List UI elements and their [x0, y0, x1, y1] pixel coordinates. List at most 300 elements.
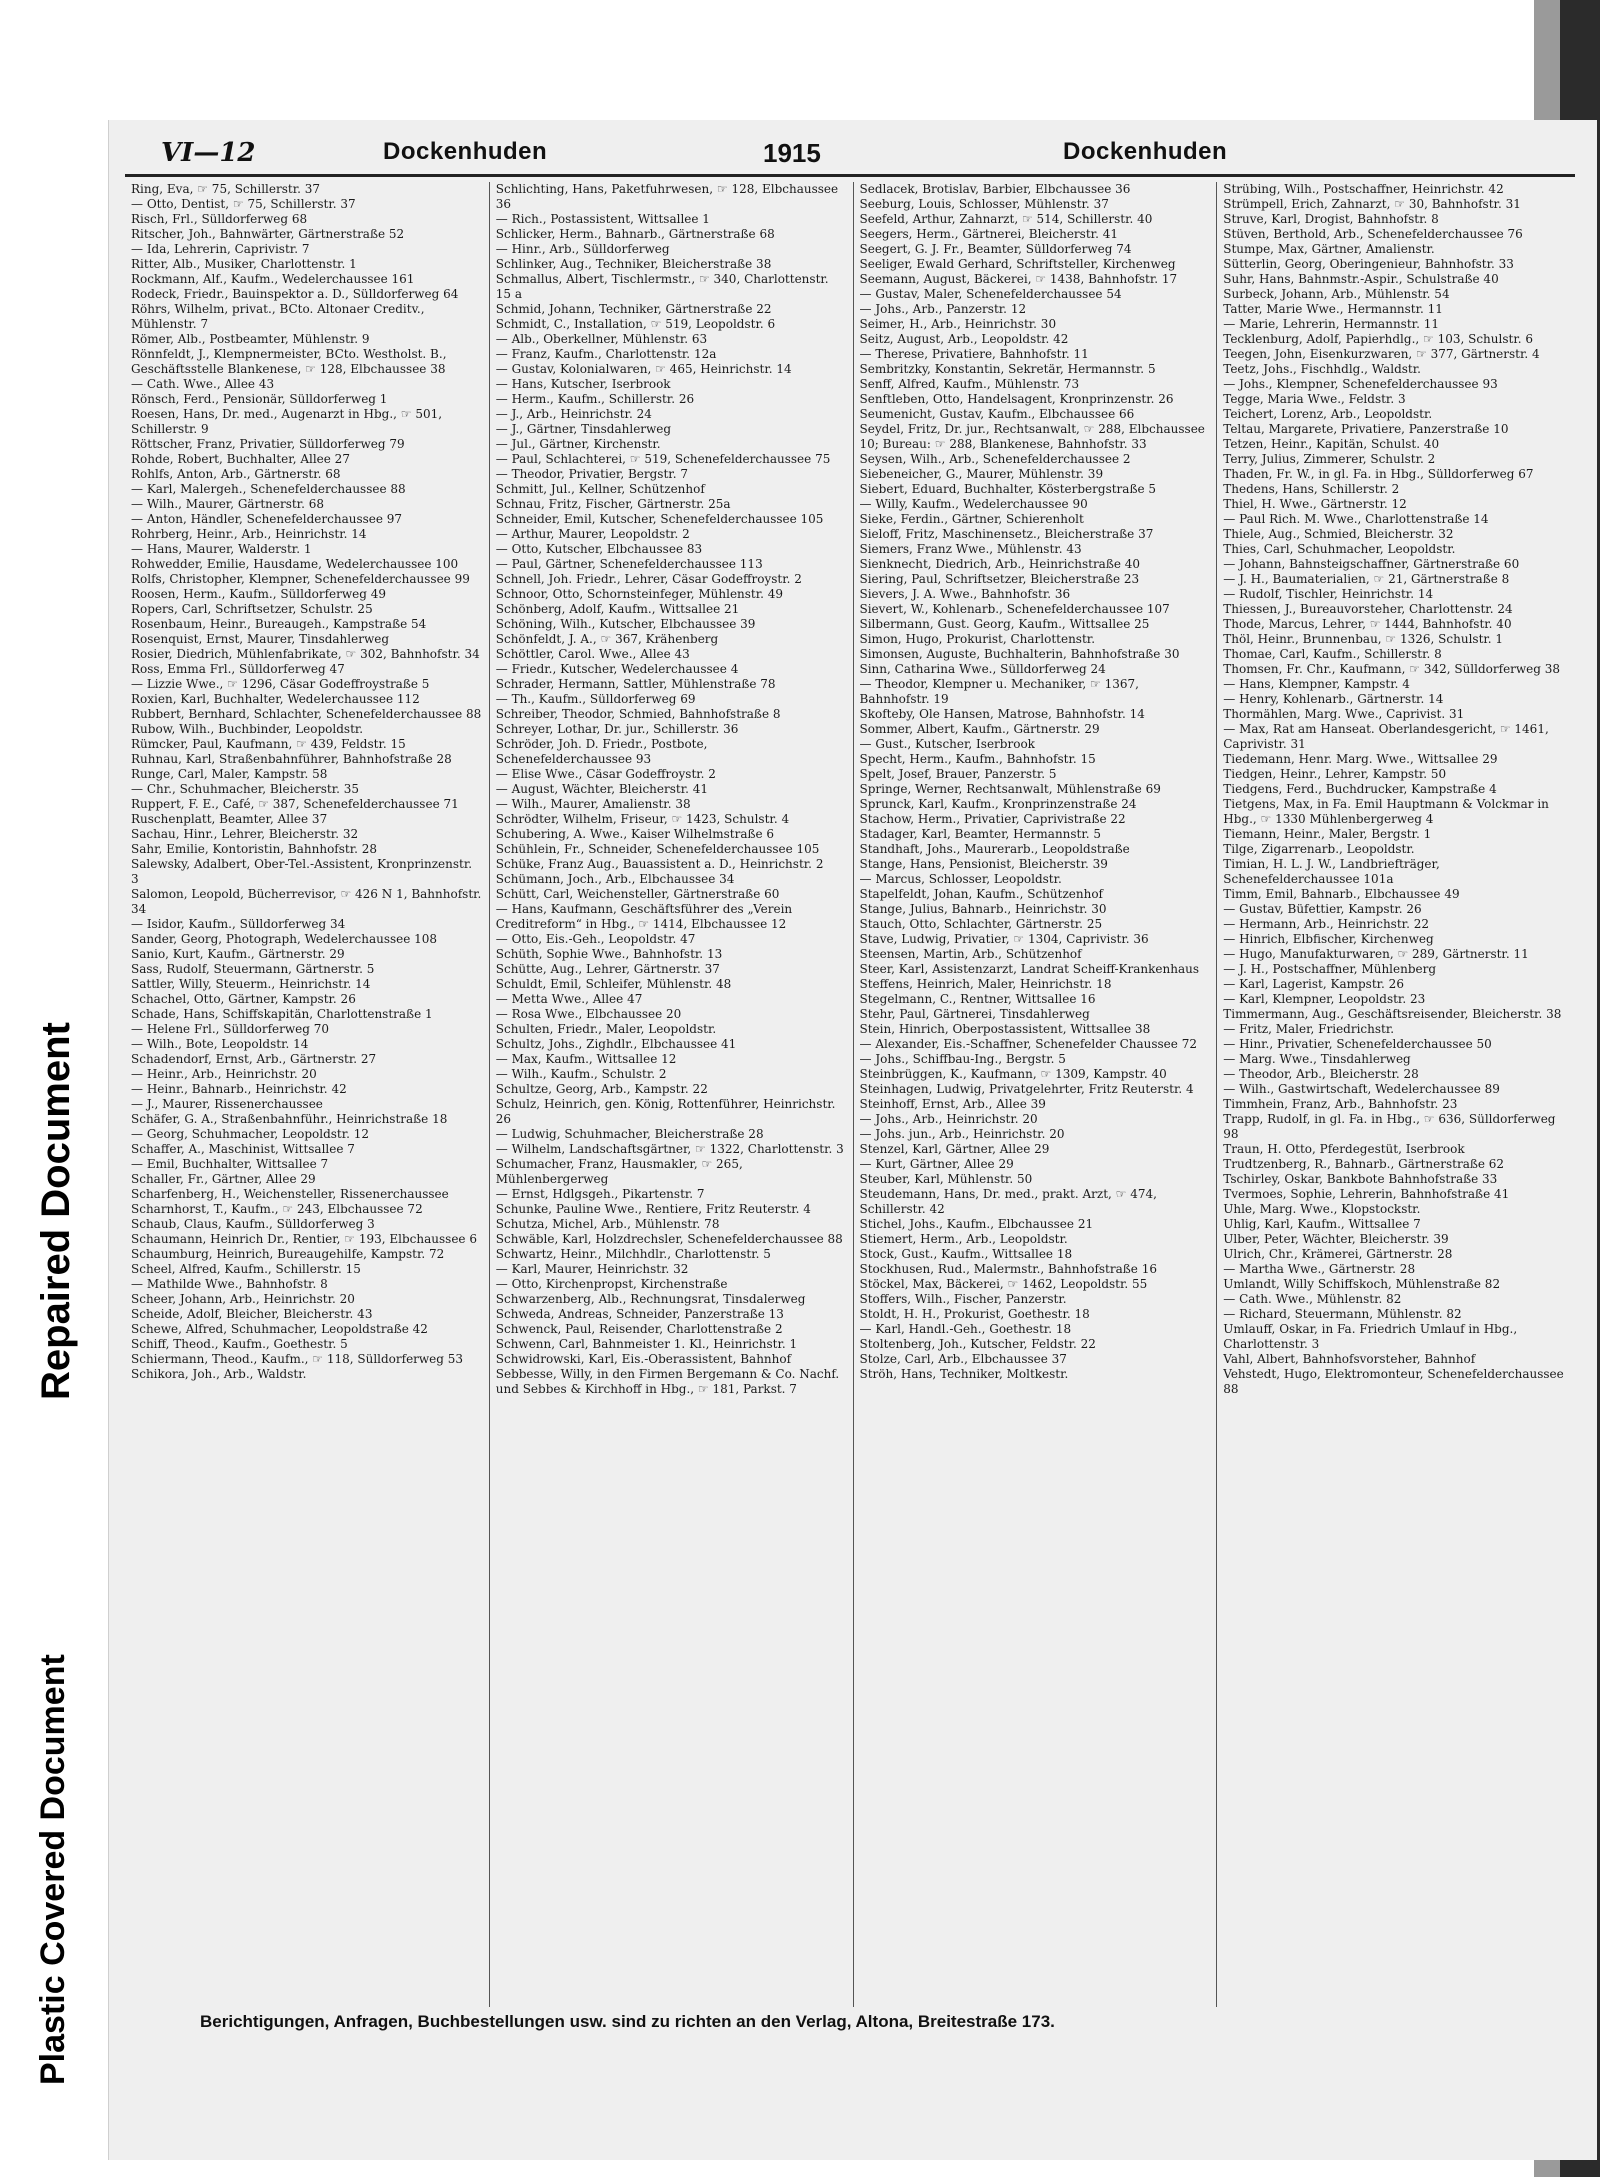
directory-entry: — Metta Wwe., Allee 47	[495, 992, 643, 1006]
directory-entry: Thedens, Hans, Schillerstr. 2	[1223, 482, 1400, 496]
directory-entry: Seysen, Wilh., Arb., Schenefelderchaussee 2	[859, 452, 1131, 466]
directory-entry: — J., Maurer, Rissenerchaussee	[131, 1097, 323, 1111]
directory-entry: — J., Gärtner, Tinsdahlerweg	[495, 422, 672, 436]
directory-entry: Stoffers, Wilh., Fischer, Panzerstr.	[859, 1292, 1067, 1306]
directory-entry: Tietgens, Max, in Fa. Emil Hauptmann & Volckmar in Hbg., ☞ 1330 Mühlenbergerweg 4	[1223, 797, 1549, 826]
directory-entry: Schweda, Andreas, Schneider, Panzerstraße 13	[495, 1307, 784, 1321]
directory-entry: Teetz, Johs., Fischhdlg., Waldstr.	[1223, 362, 1421, 376]
directory-entry: Springe, Werner, Rechtsanwalt, Mühlenstraße 69	[859, 782, 1161, 796]
directory-entry: — Paul Rich. M. Wwe., Charlottenstraße 14	[1223, 512, 1489, 526]
directory-entry: Tiemann, Heinr., Maler, Bergstr. 1	[1223, 827, 1432, 841]
directory-entry: — Elise Wwe., Cäsar Godeffroystr. 2	[495, 767, 716, 781]
directory-entry: Schreyer, Lothar, Dr. jur., Schillerstr. 36	[495, 722, 739, 736]
page-number: VI—12	[161, 138, 256, 168]
directory-entry: Standhaft, Johs., Maurerarb., Leopoldstraße	[859, 842, 1130, 856]
directory-entry: — Hinr., Privatier, Schenefelderchaussee 50	[1223, 1037, 1492, 1051]
header-town-right: Dockenhuden	[1063, 138, 1228, 165]
directory-entry: — Johs. jun., Arb., Heinrichstr. 20	[859, 1127, 1065, 1141]
directory-entry: Steffens, Heinrich, Maler, Heinrichstr. 18	[859, 977, 1112, 991]
side-labels	[0, 860, 78, 2090]
directory-entry: — Gust., Kutscher, Iserbrook	[859, 737, 1035, 751]
directory-entry: Ulber, Peter, Wächter, Bleicherstr. 39	[1223, 1232, 1449, 1246]
directory-entry: Tiedemann, Henr. Marg. Wwe., Wittsallee 29	[1223, 752, 1498, 766]
directory-entry: — Otto, Eis.-Geh., Leopoldstr. 47	[495, 932, 696, 946]
directory-entry: Simon, Hugo, Prokurist, Charlottenstr.	[859, 632, 1096, 646]
directory-entry: Thiel, H. Wwe., Gärtnerstr. 12	[1223, 497, 1407, 511]
directory-entry: Stoltenberg, Joh., Kutscher, Feldstr. 22	[859, 1337, 1096, 1351]
directory-entry: — Cath. Wwe., Mühlenstr. 82	[1223, 1292, 1402, 1306]
directory-entry: Teichert, Lorenz, Arb., Leopoldstr.	[1223, 407, 1433, 421]
directory-entry: Sommer, Albert, Kaufm., Gärtnerstr. 29	[859, 722, 1100, 736]
directory-entry: Sieloff, Fritz, Maschinensetz., Bleicherstraße 37	[859, 527, 1154, 541]
directory-entry: Steinbrüggen, K., Kaufmann, ☞ 1309, Kampstr. 40	[859, 1067, 1167, 1081]
directory-entry: Tschirley, Oskar, Bankbote Bahnhofstraße 33	[1223, 1172, 1498, 1186]
directory-entry: Schnell, Joh. Friedr., Lehrer, Cäsar Godeffroystr. 2	[495, 572, 802, 586]
directory-entry: Schütt, Carl, Weichensteller, Gärtnerstraße 60	[495, 887, 780, 901]
directory-entry: — J. H., Postschaffner, Mühlenberg	[1223, 962, 1437, 976]
directory-entry: — Chr., Schuhmacher, Bleicherstr. 35	[131, 782, 360, 796]
directory-entry: Ruhnau, Karl, Straßenbahnführer, Bahnhofstraße 28	[131, 752, 452, 766]
directory-entry: Schütte, Aug., Lehrer, Gärtnerstr. 37	[495, 962, 720, 976]
directory-entry: Schreiber, Theodor, Schmied, Bahnhofstraße 8	[495, 707, 781, 721]
directory-entry: Scheel, Alfred, Kaufm., Schillerstr. 15	[131, 1262, 361, 1276]
directory-entry: Schiermann, Theod., Kaufm., ☞ 118, Sülldorferweg 53	[131, 1352, 464, 1366]
directory-entry: Thomsen, Fr. Chr., Kaufmann, ☞ 342, Sülldorferweg 38	[1223, 662, 1561, 676]
directory-entry: Schultz, Johs., Zighdlr., Elbchaussee 41	[495, 1037, 737, 1051]
directory-entry: Sebbesse, Willy, in den Firmen Bergemann & Co. Nachf. und Sebbes & Kirchhoff in Hbg., ☞ 181, Parkst. 7	[495, 1367, 840, 1396]
directory-entry: Roxien, Karl, Buchhalter, Wedelerchaussee 112	[131, 692, 420, 706]
directory-entry: — Karl, Handl.-Geh., Goethestr. 18	[859, 1322, 1072, 1336]
directory-entry: Stegelmann, C., Rentner, Wittsallee 16	[859, 992, 1096, 1006]
directory-column-4	[1216, 182, 1580, 2007]
directory-entry: Schrader, Hermann, Sattler, Mühlenstraße 78	[495, 677, 776, 691]
directory-entry: Tegge, Maria Wwe., Feldstr. 3	[1223, 392, 1406, 406]
directory-entry: Ritscher, Joh., Bahnwärter, Gärtnerstraße 52	[131, 227, 405, 241]
directory-entry: Schaumburg, Heinrich, Bureaugehilfe, Kampstr. 72	[131, 1247, 445, 1261]
directory-entry: Schwartz, Heinr., Milchhdlr., Charlottenstr. 5	[495, 1247, 771, 1261]
directory-entry: Schikora, Joh., Arb., Waldstr.	[131, 1367, 307, 1381]
directory-entry: — Karl, Maurer, Heinrichstr. 32	[495, 1262, 689, 1276]
directory-entry: Stange, Julius, Bahnarb., Heinrichstr. 30	[859, 902, 1107, 916]
directory-entry: Siebeneicher, G., Maurer, Mühlenstr. 39	[859, 467, 1104, 481]
directory-entry: Römer, Alb., Postbeamter, Mühlenstr. 9	[131, 332, 370, 346]
directory-entry: — Heinr., Bahnarb., Heinrichstr. 42	[131, 1082, 347, 1096]
directory-entry: Siemers, Franz Wwe., Mühlenstr. 43	[859, 542, 1082, 556]
directory-entry: Schöttler, Carol. Wwe., Allee 43	[495, 647, 690, 661]
directory-entry: — Friedr., Kutscher, Wedelerchaussee 4	[495, 662, 739, 676]
directory-entry: Stein, Hinrich, Oberpostassistent, Wittsallee 38	[859, 1022, 1151, 1036]
directory-entry: — Marg. Wwe., Tinsdahlerweg	[1223, 1052, 1411, 1066]
directory-entry: Seeburg, Louis, Schlosser, Mühlenstr. 37	[859, 197, 1109, 211]
directory-entry: Skofteby, Ole Hansen, Matrose, Bahnhofstr. 14	[859, 707, 1145, 721]
directory-entry: Rodeck, Friedr., Bauinspektor a. D., Sülldorferweg 64	[131, 287, 459, 301]
publisher-footer: Berichtigungen, Anfragen, Buchbestellungen usw. sind zu richten an den Verlag, Altona, Breitestraße 173.	[200, 2012, 1055, 2031]
directory-entry: — Hans, Klempner, Kampstr. 4	[1223, 677, 1410, 691]
directory-entry: — Gustav, Maler, Schenefelderchaussee 54	[859, 287, 1122, 301]
directory-entry: — Helene Frl., Sülldorferweg 70	[131, 1022, 329, 1036]
directory-entry: — Fritz, Maler, Friedrichstr.	[1223, 1022, 1395, 1036]
directory-entry: Spelt, Josef, Brauer, Panzerstr. 5	[859, 767, 1057, 781]
directory-column-1	[125, 182, 489, 2007]
directory-entry: Stumpe, Max, Gärtner, Amalienstr.	[1223, 242, 1435, 256]
directory-entry: Schnoor, Otto, Schornsteinfeger, Mühlenstr. 49	[495, 587, 784, 601]
directory-entry: Stenzel, Karl, Gärtner, Allee 29	[859, 1142, 1050, 1156]
directory-entry: Sedlacek, Brotislav, Barbier, Elbchaussee 36	[859, 182, 1131, 196]
directory-entry: — Georg, Schuhmacher, Leopoldstr. 12	[131, 1127, 370, 1141]
repaired-document-label: Repaired Document	[34, 1022, 78, 1400]
directory-entry: Schaub, Claus, Kaufm., Sülldorferweg 3	[131, 1217, 375, 1231]
directory-entry: Stichel, Johs., Kaufm., Elbchaussee 21	[859, 1217, 1094, 1231]
directory-entry: Schwidrowski, Karl, Eis.-Oberassistent, Bahnhof	[495, 1352, 792, 1366]
directory-entry: Ring, Eva, ☞ 75, Schillerstr. 37	[131, 182, 321, 196]
directory-entry: Steuber, Karl, Mühlenstr. 50	[859, 1172, 1033, 1186]
directory-entry: Rümcker, Paul, Kaufmann, ☞ 439, Feldstr. 15	[131, 737, 406, 751]
directory-entry: Terry, Julius, Zimmerer, Schulstr. 2	[1223, 452, 1436, 466]
directory-entry: Schewe, Alfred, Schuhmacher, Leopoldstraße 42	[131, 1322, 428, 1336]
directory-entry: Vehstedt, Hugo, Elektromonteur, Schenefelderchaussee 88	[1223, 1367, 1564, 1396]
directory-entry: Tetzen, Heinr., Kapitän, Schulst. 40	[1223, 437, 1440, 451]
directory-entry: — Wilh., Kaufm., Schulstr. 2	[495, 1067, 667, 1081]
directory-entry: — Theodor, Privatier, Bergstr. 7	[495, 467, 688, 481]
directory-entry: — Cath. Wwe., Allee 43	[131, 377, 275, 391]
directory-entry: Timmhein, Franz, Arb., Bahnhofstr. 23	[1223, 1097, 1458, 1111]
directory-entry: Sinn, Catharina Wwe., Sülldorferweg 24	[859, 662, 1106, 676]
directory-entry: Stolze, Carl, Arb., Elbchaussee 37	[859, 1352, 1067, 1366]
directory-entry: Specht, Herm., Kaufm., Bahnhofstr. 15	[859, 752, 1096, 766]
directory-entry: Röhrs, Wilhelm, privat., BCto. Altonaer Creditv., Mühlenstr. 7	[131, 302, 425, 331]
directory-entry: — Richard, Steuermann, Mühlenstr. 82	[1223, 1307, 1462, 1321]
directory-entry: Tecklenburg, Adolf, Papierhdlg., ☞ 103, Schulstr. 6	[1223, 332, 1534, 346]
directory-entry: — Johs., Klempner, Schenefelderchaussee 93	[1223, 377, 1498, 391]
directory-entry: Thode, Marcus, Lehrer, ☞ 1444, Bahnhofstr. 40	[1223, 617, 1512, 631]
directory-entry: — Franz, Kaufm., Charlottenstr. 12a	[495, 347, 717, 361]
directory-column-3	[853, 182, 1217, 2007]
directory-entry: Schneider, Emil, Kutscher, Schenefelderchaussee 105	[495, 512, 824, 526]
directory-entry: Schmitt, Jul., Kellner, Schützenhof	[495, 482, 705, 496]
directory-entry: — Rich., Postassistent, Wittsallee 1	[495, 212, 710, 226]
directory-entry: — Karl, Lagerist, Kampstr. 26	[1223, 977, 1404, 991]
directory-entry: — Alb., Oberkellner, Mühlenstr. 63	[495, 332, 708, 346]
header-year: 1915	[763, 138, 821, 168]
directory-entry: Struve, Karl, Drogist, Bahnhofstr. 8	[1223, 212, 1439, 226]
directory-entry: Ulrich, Chr., Krämerei, Gärtnerstr. 28	[1223, 1247, 1453, 1261]
directory-entry: — Hinr., Arb., Sülldorferweg	[495, 242, 670, 256]
directory-entry: Schöning, Wilh., Kutscher, Elbchaussee 39	[495, 617, 756, 631]
directory-entry: Schüth, Sophie Wwe., Bahnhofstr. 13	[495, 947, 723, 961]
directory-entry: Stehr, Paul, Gärtnerei, Tinsdahlerweg	[859, 1007, 1090, 1021]
directory-entry: Ropers, Carl, Schriftsetzer, Schulstr. 25	[131, 602, 373, 616]
directory-entry: — Johs., Arb., Panzerstr. 12	[859, 302, 1027, 316]
directory-entry: Steensen, Martin, Arb., Schützenhof	[859, 947, 1082, 961]
directory-entry: Thiele, Aug., Schmied, Bleicherstr. 32	[1223, 527, 1454, 541]
directory-entry: Stadager, Karl, Beamter, Hermannstr. 5	[859, 827, 1102, 841]
directory-entry: — Anton, Händler, Schenefelderchaussee 97	[131, 512, 403, 526]
directory-entry: Silbermann, Gust. Georg, Kaufm., Wittsallee 25	[859, 617, 1150, 631]
directory-entry: — Gustav, Kolonialwaren, ☞ 465, Heinrichstr. 14	[495, 362, 792, 376]
directory-entry: Senftleben, Otto, Handelsagent, Kronprinzenstr. 26	[859, 392, 1174, 406]
directory-entry: Sander, Georg, Photograph, Wedelerchaussee 108	[131, 932, 438, 946]
directory-entry: Sattler, Willy, Steuerm., Heinrichstr. 14	[131, 977, 371, 991]
directory-entry: — Hugo, Manufakturwaren, ☞ 289, Gärtnerstr. 11	[1223, 947, 1529, 961]
directory-entry: — Karl, Malergeh., Schenefelderchaussee 88	[131, 482, 406, 496]
directory-entry: Teegen, John, Eisenkurzwaren, ☞ 377, Gärtnerstr. 4	[1223, 347, 1540, 361]
directory-entry: Rönsch, Ferd., Pensionär, Sülldorferweg 1	[131, 392, 388, 406]
directory-entry: Tiedgens, Ferd., Buchdrucker, Kampstraße 4	[1223, 782, 1497, 796]
directory-entry: Sachau, Hinr., Lehrer, Bleicherstr. 32	[131, 827, 359, 841]
directory-entry: Teltau, Margarete, Privatiere, Panzerstraße 10	[1223, 422, 1509, 436]
directory-entry: — Arthur, Maurer, Leopoldstr. 2	[495, 527, 690, 541]
directory-entry: Stock, Gust., Kaufm., Wittsallee 18	[859, 1247, 1073, 1261]
directory-entry: Stüven, Berthold, Arb., Schenefelderchaussee 76	[1223, 227, 1523, 241]
directory-entry: — Marcus, Schlosser, Leopoldstr.	[859, 872, 1062, 886]
directory-entry: — Hans, Kaufmann, Geschäftsführer des „Verein Creditreform“ in Hbg., ☞ 1414, Elbchaussee 12	[495, 902, 793, 931]
directory-entry: — Paul, Gärtner, Schenefelderchaussee 113	[495, 557, 763, 571]
directory-entry: Scharnhorst, T., Kaufm., ☞ 243, Elbchaussee 72	[131, 1202, 423, 1216]
directory-entry: Runge, Carl, Maler, Kampstr. 58	[131, 767, 328, 781]
directory-entry: Uhle, Marg. Wwe., Klopstockstr.	[1223, 1202, 1421, 1216]
directory-entry: Stoldt, H. H., Prokurist, Goethestr. 18	[859, 1307, 1090, 1321]
directory-entry: Timmermann, Aug., Geschäftsreisender, Bleicherstr. 38	[1223, 1007, 1562, 1021]
directory-entry: Schröder, Joh. D. Friedr., Postbote, Schenefelderchaussee 93	[495, 737, 708, 766]
directory-entry: Thies, Carl, Schuhmacher, Leopoldstr.	[1223, 542, 1456, 556]
directory-entry: — Hans, Maurer, Walderstr. 1	[131, 542, 312, 556]
directory-entry: — Hinrich, Elbfischer, Kirchenweg	[1223, 932, 1434, 946]
directory-entry: — Otto, Dentist, ☞ 75, Schillerstr. 37	[131, 197, 356, 211]
directory-entry: Sanio, Kurt, Kaufm., Gärtnerstr. 29	[131, 947, 345, 961]
directory-entry: Steudemann, Hans, Dr. med., prakt. Arzt, ☞ 474, Schillerstr. 42	[859, 1187, 1157, 1216]
directory-entry: — Herm., Kaufm., Schillerstr. 26	[495, 392, 695, 406]
directory-entry: Rubbert, Bernhard, Schlachter, Schenefelderchaussee 88	[131, 707, 482, 721]
directory-entry: Stave, Ludwig, Privatier, ☞ 1304, Caprivistr. 36	[859, 932, 1149, 946]
directory-entry: Schmallus, Albert, Tischlermstr., ☞ 340, Charlottenstr. 15 a	[495, 272, 829, 301]
directory-entry: Rubow, Wilh., Buchbinder, Leopoldstr.	[131, 722, 364, 736]
directory-entry: Sieke, Ferdin., Gärtner, Schierenholt	[859, 512, 1084, 526]
directory-entry: Schadendorf, Ernst, Arb., Gärtnerstr. 27	[131, 1052, 377, 1066]
directory-entry: Vahl, Albert, Bahnhofsvorsteher, Bahnhof	[1223, 1352, 1476, 1366]
directory-entry: Ströh, Hans, Techniker, Moltkestr.	[859, 1367, 1069, 1381]
directory-entry: Salewsky, Adalbert, Ober-Tel.-Assistent, Kronprinzenstr. 3	[131, 857, 473, 886]
directory-entry: — Henry, Kohlenarb., Gärtnerstr. 14	[1223, 692, 1444, 706]
directory-entry: — Kurt, Gärtner, Allee 29	[859, 1157, 1014, 1171]
directory-entry: Schulz, Heinrich, gen. König, Rottenführer, Heinrichstr. 26	[495, 1097, 836, 1126]
directory-entry: Schiff, Theod., Kaufm., Goethestr. 5	[131, 1337, 348, 1351]
directory-entry: — Martha Wwe., Gärtnerstr. 28	[1223, 1262, 1416, 1276]
directory-entry: Rolfs, Christopher, Klempner, Schenefelderchaussee 99	[131, 572, 470, 586]
header-rule	[125, 174, 1575, 177]
directory-entry: — Th., Kaufm., Sülldorferweg 69	[495, 692, 696, 706]
directory-entry: Schnau, Fritz, Fischer, Gärtnerstr. 25a	[495, 497, 731, 511]
directory-entry: Thaden, Fr. W., in gl. Fa. in Hbg., Sülldorferweg 67	[1223, 467, 1534, 481]
directory-columns	[125, 182, 1580, 2007]
directory-entry: Schmid, Johann, Techniker, Gärtnerstraße 22	[495, 302, 772, 316]
directory-entry: Roesen, Hans, Dr. med., Augenarzt in Hbg., ☞ 501, Schillerstr. 9	[131, 407, 443, 436]
directory-entry: — August, Wächter, Bleicherstr. 41	[495, 782, 709, 796]
directory-entry: Seydel, Fritz, Dr. jur., Rechtsanwalt, ☞ 288, Elbchaussee 10; Bureau: ☞ 288, Blankenese, Bahnhofstr. 33	[859, 422, 1205, 451]
directory-entry: Uhlig, Karl, Kaufm., Wittsallee 7	[1223, 1217, 1421, 1231]
directory-entry: Ross, Emma Frl., Sülldorferweg 47	[131, 662, 345, 676]
directory-entry: Seegers, Herm., Gärtnerei, Bleicherstr. 41	[859, 227, 1118, 241]
directory-entry: Rönnfeldt, J., Klempnermeister, BCto. Westholst. B., Geschäftsstelle Blankenese, ☞ 128, Elbchaussee 38	[131, 347, 447, 376]
directory-entry: — Max, Rat am Hanseat. Oberlandesgericht, ☞ 1461, Caprivistr. 31	[1223, 722, 1549, 751]
directory-entry: Stachow, Herm., Privatier, Caprivistraße 22	[859, 812, 1126, 826]
directory-entry: Salomon, Leopold, Bücherrevisor, ☞ 426 N 1, Bahnhofstr. 34	[131, 887, 482, 916]
directory-entry: Thöl, Heinr., Brunnenbau, ☞ 1326, Schulstr. 1	[1223, 632, 1504, 646]
directory-entry: — Otto, Kutscher, Elbchaussee 83	[495, 542, 703, 556]
directory-entry: Stöckel, Max, Bäckerei, ☞ 1462, Leopoldstr. 55	[859, 1277, 1148, 1291]
directory-entry: Schachel, Otto, Gärtner, Kampstr. 26	[131, 992, 356, 1006]
directory-entry: Ruschenplatt, Beamter, Allee 37	[131, 812, 328, 826]
directory-entry: Tvermoes, Sophie, Lehrerin, Bahnhofstraße 41	[1223, 1187, 1510, 1201]
directory-entry: Schaffer, A., Maschinist, Wittsallee 7	[131, 1142, 355, 1156]
directory-entry: — Ernst, Hdlgsgeh., Pikartenstr. 7	[495, 1187, 705, 1201]
directory-entry: Tatter, Marie Wwe., Hermannstr. 11	[1223, 302, 1443, 316]
directory-entry: Thormählen, Marg. Wwe., Caprivist. 31	[1223, 707, 1465, 721]
directory-entry: Umlandt, Willy Schiffskoch, Mühlenstraße 82	[1223, 1277, 1501, 1291]
directory-entry: — Johs., Arb., Heinrichstr. 20	[859, 1112, 1038, 1126]
directory-entry: Sütterlin, Georg, Oberingenieur, Bahnhofstr. 33	[1223, 257, 1514, 271]
directory-entry: Sass, Rudolf, Steuermann, Gärtnerstr. 5	[131, 962, 375, 976]
directory-entry: — Rudolf, Tischler, Heinrichstr. 14	[1223, 587, 1434, 601]
directory-entry: Schuldt, Emil, Schleifer, Mühlenstr. 48	[495, 977, 732, 991]
directory-column-2	[489, 182, 853, 2007]
directory-entry: Schutza, Michel, Arb., Mühlenstr. 78	[495, 1217, 720, 1231]
directory-entry: Siering, Paul, Schriftsetzer, Bleicherstraße 23	[859, 572, 1140, 586]
directory-entry: — Max, Kaufm., Wittsallee 12	[495, 1052, 677, 1066]
directory-entry: — Hans, Kutscher, Iserbrook	[495, 377, 671, 391]
directory-entry: Tilge, Zigarrenarb., Leopoldstr.	[1223, 842, 1415, 856]
plastic-covered-document-label: Plastic Covered Document	[34, 1654, 72, 2085]
directory-entry: Traun, H. Otto, Pferdegestüt, Iserbrook	[1223, 1142, 1465, 1156]
directory-entry: — Heinr., Arb., Heinrichstr. 20	[131, 1067, 317, 1081]
directory-entry: Stauch, Otto, Schlachter, Gärtnerstr. 25	[859, 917, 1103, 931]
directory-entry: — Emil, Buchhalter, Wittsallee 7	[131, 1157, 329, 1171]
directory-entry: Schönfeldt, J. A., ☞ 367, Krähenberg	[495, 632, 719, 646]
directory-entry: Rosenquist, Ernst, Maurer, Tinsdahlerweg	[131, 632, 390, 646]
directory-entry: Sievert, W., Kohlenarb., Schenefelderchaussee 107	[859, 602, 1170, 616]
directory-entry: Ruppert, F. E., Café, ☞ 387, Schenefelderchaussee 71	[131, 797, 459, 811]
directory-entry: Strübing, Wilh., Postschaffner, Heinrichstr. 42	[1223, 182, 1504, 196]
directory-entry: Schwarzenberg, Alb., Rechnungsrat, Tinsdalerweg	[495, 1292, 806, 1306]
page-header	[123, 138, 1583, 172]
directory-entry: Seeliger, Ewald Gerhard, Schriftsteller, Kirchenweg	[859, 257, 1176, 271]
directory-entry: Schrödter, Wilhelm, Friseur, ☞ 1423, Schulstr. 4	[495, 812, 790, 826]
directory-entry: Steer, Karl, Assistenzarzt, Landrat Scheiff-Krankenhaus	[859, 962, 1200, 976]
directory-entry: Schümann, Joch., Arb., Elbchaussee 34	[495, 872, 735, 886]
directory-entry: — Theodor, Arb., Bleicherstr. 28	[1223, 1067, 1419, 1081]
directory-entry: Schultze, Georg, Arb., Kampstr. 22	[495, 1082, 708, 1096]
directory-entry: Rohwedder, Emilie, Hausdame, Wedelerchaussee 100	[131, 557, 459, 571]
directory-entry: Seegert, G. J. Fr., Beamter, Sülldorferweg 74	[859, 242, 1132, 256]
directory-entry: — Willy, Kaufm., Wedelerchaussee 90	[859, 497, 1088, 511]
directory-entry: Seemann, August, Bäckerei, ☞ 1438, Bahnhofstr. 17	[859, 272, 1178, 286]
directory-entry: Schade, Hans, Schiffskapitän, Charlottenstraße 1	[131, 1007, 433, 1021]
directory-entry: Thomae, Carl, Kaufm., Schillerstr. 8	[1223, 647, 1442, 661]
directory-entry: Rockmann, Alf., Kaufm., Wedelerchaussee 161	[131, 272, 415, 286]
directory-entry: Seefeld, Arthur, Zahnarzt, ☞ 514, Schillerstr. 40	[859, 212, 1153, 226]
directory-entry: — Ludwig, Schuhmacher, Bleicherstraße 28	[495, 1127, 764, 1141]
directory-entry: Steinhagen, Ludwig, Privatgelehrter, Fritz Reuterstr. 4	[859, 1082, 1194, 1096]
directory-entry: Schaumann, Heinrich Dr., Rentier, ☞ 193, Elbchaussee 6	[131, 1232, 477, 1246]
directory-entry: Schlichting, Hans, Paketfuhrwesen, ☞ 128, Elbchaussee 36	[495, 182, 839, 211]
directory-entry: Sienknecht, Diedrich, Arb., Heinrichstraße 40	[859, 557, 1141, 571]
directory-entry: Siebert, Eduard, Buchhalter, Kösterbergstraße 5	[859, 482, 1157, 496]
directory-entry: Rohrberg, Heinr., Arb., Heinrichstr. 14	[131, 527, 367, 541]
directory-entry: — Therese, Privatiere, Bahnhofstr. 11	[859, 347, 1089, 361]
directory-entry: — Jul., Gärtner, Kirchenstr.	[495, 437, 661, 451]
directory-entry: — Mathilde Wwe., Bahnhofstr. 8	[131, 1277, 328, 1291]
directory-entry: Umlauff, Oskar, in Fa. Friedrich Umlauf in Hbg., Charlottenstr. 3	[1223, 1322, 1518, 1351]
directory-entry: — Alexander, Eis.-Schaffner, Schenefelder Chaussee 72	[859, 1037, 1197, 1051]
directory-entry: Ritter, Alb., Musiker, Charlottenstr. 1	[131, 257, 357, 271]
directory-entry: Sahr, Emilie, Kontoristin, Bahnhofstr. 28	[131, 842, 378, 856]
directory-entry: Stockhusen, Rud., Malermstr., Bahnhofstraße 16	[859, 1262, 1157, 1276]
directory-entry: Strümpell, Erich, Zahnarzt, ☞ 30, Bahnhofstr. 31	[1223, 197, 1521, 211]
directory-entry: — Lizzie Wwe., ☞ 1296, Cäsar Godeffroystraße 5	[131, 677, 430, 691]
directory-entry: Schwäble, Karl, Holzdrechsler, Schenefelderchaussee 88	[495, 1232, 843, 1246]
directory-entry: Schaller, Fr., Gärtner, Allee 29	[131, 1172, 316, 1186]
directory-entry: Schulten, Friedr., Maler, Leopoldstr.	[495, 1022, 717, 1036]
directory-entry: Stapelfeldt, Johan, Kaufm., Schützenhof	[859, 887, 1103, 901]
directory-entry: — Otto, Kirchenpropst, Kirchenstraße	[495, 1277, 728, 1291]
directory-entry: Risch, Frl., Sülldorferweg 68	[131, 212, 308, 226]
directory-entry: — Rosa Wwe., Elbchaussee 20	[495, 1007, 682, 1021]
directory-entry: Schmidt, C., Installation, ☞ 519, Leopoldstr. 6	[495, 317, 776, 331]
directory-entry: Seitz, August, Arb., Leopoldstr. 42	[859, 332, 1069, 346]
directory-entry: Senff, Alfred, Kaufm., Mühlenstr. 73	[859, 377, 1080, 391]
directory-entry: — Wilh., Bote, Leopoldstr. 14	[131, 1037, 309, 1051]
directory-entry: Schäfer, G. A., Straßenbahnführ., Heinrichstraße 18	[131, 1112, 448, 1126]
directory-entry: Schüke, Franz Aug., Bauassistent a. D., Heinrichstr. 2	[495, 857, 824, 871]
directory-entry: Timm, Emil, Bahnarb., Elbchaussee 49	[1223, 887, 1460, 901]
directory-entry: Timian, H. L. J. W., Landbriefträger, Schenefelderchaussee 101a	[1223, 857, 1440, 886]
directory-entry: — Marie, Lehrerin, Hermannstr. 11	[1223, 317, 1439, 331]
directory-entry: Seimer, H., Arb., Heinrichstr. 30	[859, 317, 1057, 331]
directory-entry: Thiessen, J., Bureauvorsteher, Charlottenstr. 24	[1223, 602, 1513, 616]
directory-entry: Suhr, Hans, Bahnmstr.-Aspir., Schulstraße 40	[1223, 272, 1499, 286]
directory-entry: — Johann, Bahnsteigschaffner, Gärtnerstraße 60	[1223, 557, 1520, 571]
directory-entry: Sembritzky, Konstantin, Sekretär, Hermannstr. 5	[859, 362, 1156, 376]
directory-entry: Sprunck, Karl, Kaufm., Kronprinzenstraße 24	[859, 797, 1137, 811]
directory-entry: Schlicker, Herm., Bahnarb., Gärtnerstraße 68	[495, 227, 775, 241]
directory-entry: Tiedgen, Heinr., Lehrer, Kampstr. 50	[1223, 767, 1447, 781]
directory-entry: Schühlein, Fr., Schneider, Schenefelderchaussee 105	[495, 842, 820, 856]
directory-entry: — J. H., Baumaterialien, ☞ 21, Gärtnerstraße 8	[1223, 572, 1510, 586]
directory-entry: Scheide, Adolf, Bleicher, Bleicherstr. 43	[131, 1307, 373, 1321]
directory-entry: Steinhoff, Ernst, Arb., Allee 39	[859, 1097, 1046, 1111]
directory-entry: Scharfenberg, H., Weichensteller, Rissenerchaussee	[131, 1187, 449, 1201]
directory-entry: Trudtzenberg, R., Bahnarb., Gärtnerstraße 62	[1223, 1157, 1505, 1171]
directory-entry: — Paul, Schlachterei, ☞ 519, Schenefelderchaussee 75	[495, 452, 831, 466]
directory-entry: Schumacher, Franz, Hausmakler, ☞ 265, Mühlenbergerweg	[495, 1157, 743, 1186]
directory-entry: — Wilhelm, Landschaftsgärtner, ☞ 1322, Charlottenstr. 3	[495, 1142, 844, 1156]
directory-entry: Seumenicht, Gustav, Kaufm., Elbchaussee 66	[859, 407, 1135, 421]
directory-entry: Rosenbaum, Heinr., Bureaugeh., Kampstraße 54	[131, 617, 427, 631]
directory-entry: Scheer, Johann, Arb., Heinrichstr. 20	[131, 1292, 355, 1306]
directory-entry: — Johs., Schiffbau-Ing., Bergstr. 5	[859, 1052, 1066, 1066]
directory-entry: — Isidor, Kaufm., Sülldorferweg 34	[131, 917, 346, 931]
directory-entry: — Ida, Lehrerin, Caprivistr. 7	[131, 242, 310, 256]
directory-entry: Stiemert, Herm., Arb., Leopoldstr.	[859, 1232, 1068, 1246]
directory-entry: Sievers, J. A. Wwe., Bahnhofstr. 36	[859, 587, 1071, 601]
directory-entry: Schubering, A. Wwe., Kaiser Wilhelmstraße 6	[495, 827, 775, 841]
directory-entry: — Wilh., Maurer, Gärtnerstr. 68	[131, 497, 325, 511]
directory-entry: — Gustav, Büfettier, Kampstr. 26	[1223, 902, 1422, 916]
directory-entry: — Wilh., Gastwirtschaft, Wedelerchaussee 89	[1223, 1082, 1500, 1096]
directory-entry: — Karl, Klempner, Leopoldstr. 23	[1223, 992, 1426, 1006]
directory-entry: Schunke, Pauline Wwe., Rentiere, Fritz Reuterstr. 4	[495, 1202, 811, 1216]
directory-entry: — J., Arb., Heinrichstr. 24	[495, 407, 652, 421]
directory-entry: Stange, Hans, Pensionist, Bleicherstr. 39	[859, 857, 1108, 871]
